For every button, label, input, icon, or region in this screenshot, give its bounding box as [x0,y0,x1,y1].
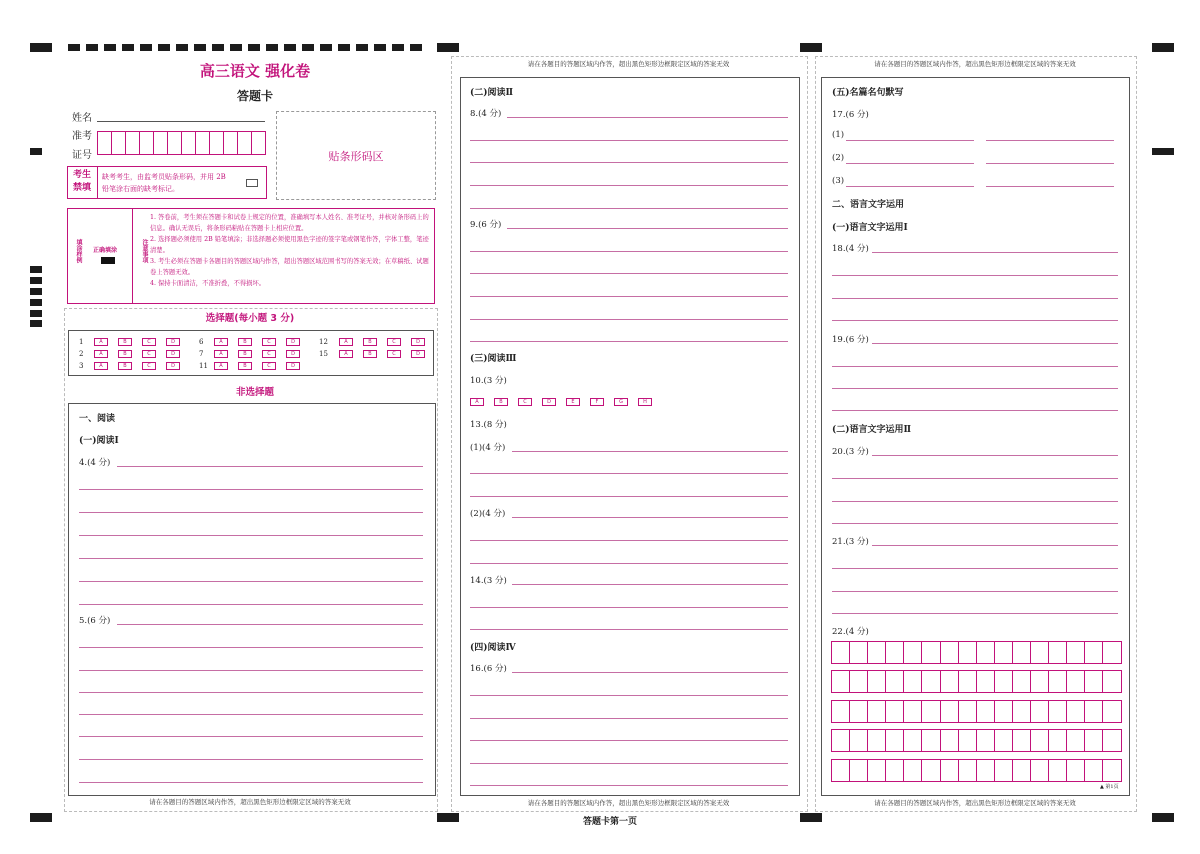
mc-option-bubble[interactable]: C [387,338,401,346]
registration-mark [800,813,822,822]
mc-option-bubble[interactable]: C [142,362,156,370]
mc-option-bubble[interactable]: A [339,350,353,358]
question-label: (3) [832,176,845,186]
warning-text: 请在各题目的答题区域内作答，超出黑色矩形边框限定区域的答案无效 [149,798,351,806]
registration-mark [437,813,459,822]
mc-option-bubble[interactable]: B [238,338,252,346]
exam-title: 高三语文 强化卷 [199,62,311,80]
section-famous-quotes: (五)名篇名句默写 [832,88,904,98]
registration-mark [800,43,822,52]
mc-option-bubble[interactable]: B [118,362,132,370]
zhenghao-label: 证号 [72,150,92,161]
mc-option-bubble[interactable]: D [166,338,180,346]
absent-text-1: 缺考考生，由监考员贴条形码，并用 2B [102,173,226,181]
name-label: 姓名 [72,113,92,124]
mc-title: 选择题(每小题 3 分) [205,313,295,324]
note-1: 1. 答卷前，考生须在答题卡和试卷上规定的位置，准确填写本人姓名、准考证号，并核对条形码上的信息。确认无误后，将条形码粘贴在答题卡上相应位置。 [150,214,429,232]
absent-text-2: 铅笔涂右面的缺考标记。 [102,185,179,193]
notes-label: 注意事项 [141,239,148,263]
question-label: (1) [832,130,845,140]
section-reading-3: (三)阅读Ⅲ [470,354,517,364]
mc-option-bubble[interactable]: D [411,350,425,358]
mc-box [68,330,434,376]
section-reading-4: (四)阅读Ⅳ [470,643,516,653]
q10-option-bubble[interactable]: C [518,398,532,406]
mc-option-bubble[interactable]: A [94,362,108,370]
mc-option-bubble[interactable]: C [262,350,276,358]
section-language-use-2: (二)语言文字运用Ⅱ [832,425,912,435]
question-label: 10.(3 分) [470,376,507,386]
mc-option-bubble[interactable]: D [166,362,180,370]
mc-option-bubble[interactable]: C [387,350,401,358]
q10-option-bubble[interactable]: B [494,398,508,406]
question-label: 16.(6 分) [470,664,507,674]
mc-option-bubble[interactable]: A [94,338,108,346]
q10-option-bubble[interactable]: G [614,398,628,406]
question-label: 21.(3 分) [832,537,869,547]
question-label: (2) [832,153,845,163]
note-4: 4. 保持卡面清洁，不准折叠，不得损坏。 [150,280,266,287]
q10-option-bubble[interactable]: H [638,398,652,406]
mc-option-bubble[interactable]: B [363,338,377,346]
q10-option-bubble[interactable]: E [566,398,580,406]
question-label: (1)(4 分) [470,443,506,453]
candidate-number-field[interactable] [97,131,266,155]
card-title: 答题卡 [236,89,273,103]
nonmc-title: 非选择题 [235,387,274,398]
registration-mark [1152,813,1174,822]
mc-option-bubble[interactable]: A [94,350,108,358]
page-mark: ▲ 第1页 [1100,784,1119,790]
mc-option-bubble[interactable]: A [339,338,353,346]
mc-option-bubble[interactable]: B [238,362,252,370]
name-field[interactable] [97,121,265,122]
registration-mark [1152,148,1174,155]
mc-option-bubble[interactable]: C [142,350,156,358]
question-label: (2)(4 分) [470,509,506,519]
mc-option-bubble[interactable]: A [214,350,228,358]
mc-option-bubble[interactable]: D [286,350,300,358]
mc-option-bubble[interactable]: A [214,338,228,346]
mc-num: 3 [79,362,84,370]
section-reading-2: (二)阅读Ⅱ [470,88,514,98]
notes-box [67,208,435,304]
question-label: 4.(4 分) [79,458,111,468]
mc-option-bubble[interactable]: C [262,338,276,346]
warning-text: 请在各题目的答题区域内作答，超出黑色矩形边框限定区域的答案无效 [527,60,730,68]
mc-num: 2 [79,350,84,358]
subsection-reading-1: (一)阅读Ⅰ [79,436,119,446]
section-language-use: 二、语言文字运用 [832,200,905,210]
question-label: 22.(4 分) [832,627,869,637]
absent-mark-box[interactable] [246,179,258,187]
footer-page-label: 答题卡第一页 [582,817,637,827]
section-language-use-1: (一)语言文字运用Ⅰ [832,223,908,233]
question-label: 20.(3 分) [832,447,869,457]
q10-option-bubble[interactable]: A [470,398,484,406]
registration-mark [1152,43,1174,52]
registration-mark [30,813,52,822]
question-label: 19.(6 分) [832,335,869,345]
registration-mark [437,43,459,52]
mc-option-bubble[interactable]: B [238,350,252,358]
note-3: 3. 考生必须在答题卡各题目的答题区域内作答，超出答题区域范围书写的答案无效；在草稿纸、试题卷上答题无效。 [150,258,429,276]
mc-num: 12 [319,338,328,346]
question-label: 5.(6 分) [79,616,111,626]
mc-option-bubble[interactable]: C [262,362,276,370]
q10-option-bubble[interactable]: F [590,398,604,406]
mc-option-bubble[interactable]: D [166,350,180,358]
registration-mark [30,43,52,52]
mc-option-bubble[interactable]: D [411,338,425,346]
mc-option-bubble[interactable]: D [286,362,300,370]
barcode-area [276,111,436,200]
section-reading: 一、阅读 [79,414,116,424]
mc-option-bubble[interactable]: B [363,350,377,358]
mc-num: 1 [79,338,84,346]
mc-option-bubble[interactable]: C [142,338,156,346]
question-label: 14.(3 分) [470,576,507,586]
correct-fill-label: 正确填涂 [93,247,118,254]
registration-mark [30,148,42,155]
col1-answer-box [68,403,436,796]
absent-box [67,166,267,199]
question-label: 9.(6 分) [470,220,502,230]
question-label: 17.(6 分) [832,110,869,120]
correct-fill-example [101,257,115,264]
mc-num: 6 [199,338,204,346]
zhunkao-label: 准考 [72,131,92,142]
fill-example-label: 填涂样例 [75,239,82,263]
warning-text: 请在各题目的答题区域内作答，超出黑色矩形边框限定区域的答案无效 [874,799,1076,807]
q10-option-bubble[interactable]: D [542,398,556,406]
mc-option-bubble[interactable]: B [118,338,132,346]
mc-option-bubble[interactable]: B [118,350,132,358]
mc-num: 15 [319,350,328,358]
mc-option-bubble[interactable]: D [286,338,300,346]
barcode-area-label: 贴条形码区 [328,149,384,163]
question-label: 8.(4 分) [470,109,502,119]
mc-option-bubble[interactable]: A [214,362,228,370]
question-label: 13.(8 分) [470,420,507,430]
question-label: 18.(4 分) [832,244,869,254]
warning-text: 请在各题目的答题区域内作答，超出黑色矩形边框限定区域的答案无效 [527,799,730,807]
absent-label: 考生禁填 [72,170,91,193]
mc-num: 7 [199,350,204,358]
warning-text: 请在各题目的答题区域内作答，超出黑色矩形边框限定区域的答案无效 [874,60,1076,68]
mc-num: 11 [199,362,208,370]
note-2: 2. 选择题必须使用 2B 铅笔填涂；非选择题必须使用黑色字迹的签字笔或钢笔作答，字体工整，笔迹清楚。 [150,236,429,254]
